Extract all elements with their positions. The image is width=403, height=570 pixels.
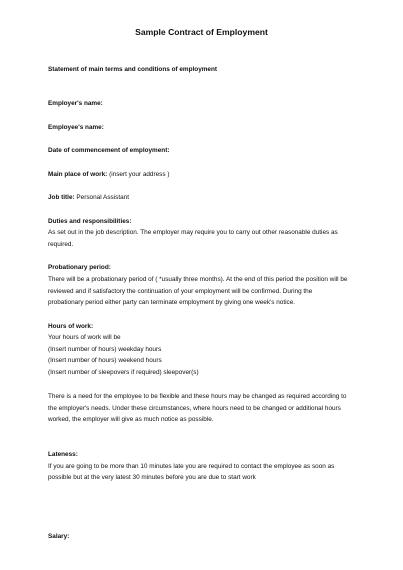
- job-title-value: Personal Assistant: [74, 194, 129, 201]
- employer-name-label: Employer's name:: [48, 100, 103, 107]
- duties-text-line-2: required.: [48, 241, 74, 248]
- lateness-heading: Lateness:: [48, 451, 78, 458]
- flexibility-text-line-3: worked, the employer will give as much notice as possible.: [48, 416, 214, 423]
- probation-heading: Probationary period:: [48, 264, 111, 271]
- place-of-work-value: (insert your address ): [107, 171, 170, 178]
- hours-text-line-3: (Insert number of hours) weekend hours: [48, 357, 162, 364]
- duties-text-line-1: As set out in the job description. The employer may require you to carry out other reasonable duties as: [48, 229, 338, 236]
- hours-text-line-2: (Insert number of hours) weekday hours: [48, 346, 162, 353]
- hours-text-line-1: Your hours of work will be: [48, 334, 121, 341]
- probation-text-line-1: There will be a probationary period of ( *usually three months). At the end of this period the position will be: [48, 276, 348, 283]
- lateness-text-line-1: If you are going to be more than 10 minutes late you are required to contact the employee as soon as: [48, 463, 335, 470]
- probation-text-line-3: probationary period either party can terminate employment by giving one week's notice.: [48, 299, 296, 306]
- hours-heading: Hours of work:: [48, 323, 94, 330]
- place-of-work-label: Main place of work:: [48, 171, 108, 178]
- job-title-label: Job title:: [48, 194, 75, 201]
- lateness-text-line-2: possible but at the very latest 30 minutes before you are due to start work: [48, 474, 256, 481]
- probation-text-line-2: reviewed and if satisfactory the continuation of your employment will be confirmed. During the: [48, 288, 313, 295]
- document-title: Sample Contract of Employment: [135, 27, 268, 37]
- hours-text-line-4: (Insert number of sleepovers if required) sleepover(s): [48, 369, 199, 376]
- flexibility-text-line-1: There is a need for the employee to be flexible and these hours may be changed as required according to: [48, 393, 347, 400]
- flexibility-text-line-2: the employer's needs. Under these circumstances, where hours need to be changed or additional hours: [48, 405, 341, 412]
- employee-name-label: Employee's name:: [48, 124, 104, 131]
- place-of-work-line: [48, 171, 169, 179]
- job-title-line: [48, 194, 129, 202]
- statement-heading: Statement of main terms and conditions of employment: [48, 66, 218, 73]
- salary-label: Salary:: [48, 533, 70, 540]
- duties-heading: Duties and responsibilities:: [48, 218, 132, 225]
- commencement-date-label: Date of commencement of employment:: [48, 147, 170, 154]
